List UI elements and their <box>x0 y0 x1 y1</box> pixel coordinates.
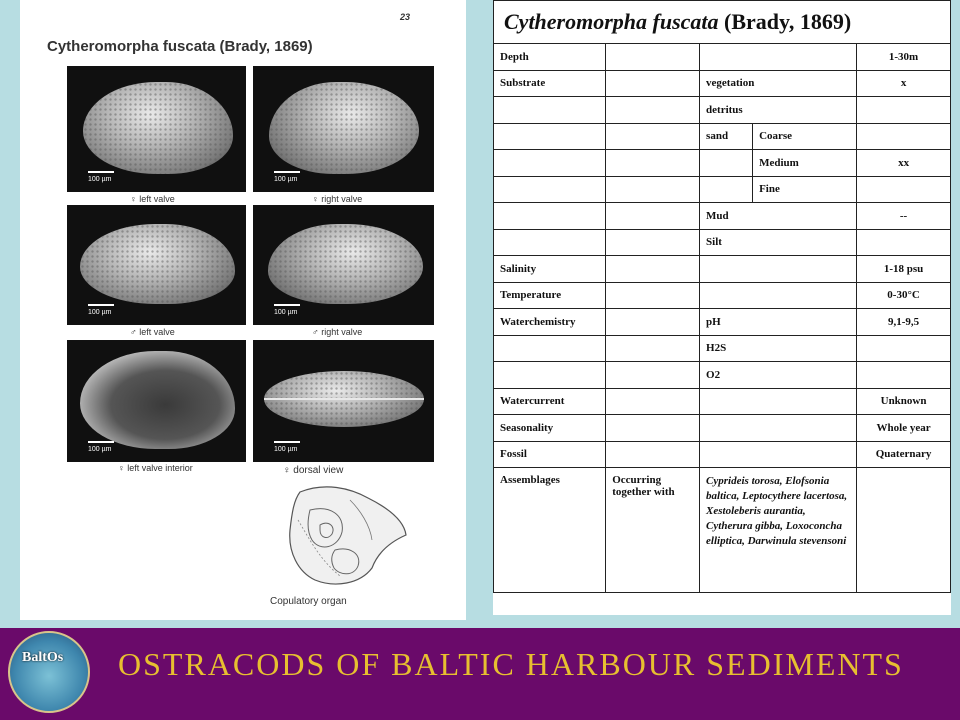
table-cell <box>700 441 857 468</box>
table-row <box>494 97 951 124</box>
table-cell <box>857 468 951 593</box>
table-cell <box>606 388 700 415</box>
table-cell <box>700 150 753 177</box>
table-cell <box>606 335 700 362</box>
sem-image-female-left-valve: 100 µm <box>67 66 246 192</box>
table-row <box>494 176 951 203</box>
caption-female-dorsal-view: ♀ dorsal view <box>283 465 344 476</box>
table-row <box>494 123 951 150</box>
table-row <box>494 256 951 283</box>
sem-image-female-dorsal-view: 100 µm <box>253 340 434 462</box>
table-cell <box>494 150 606 177</box>
table-cell: x <box>857 70 951 97</box>
table-cell: Fine <box>753 176 857 203</box>
table-cell <box>494 362 606 389</box>
table-cell <box>606 123 700 150</box>
table-row-assemblages <box>494 468 951 593</box>
table-cell <box>857 229 951 256</box>
table-cell <box>606 282 700 309</box>
table-cell <box>857 176 951 203</box>
table-cell: Watercurrent <box>494 388 606 415</box>
caption-male-right-valve: ♂ right valve <box>312 327 363 337</box>
table-cell <box>606 362 700 389</box>
logo-text: BaltOs <box>22 650 64 665</box>
table-cell: detritus <box>700 97 857 124</box>
baltos-logo <box>8 631 90 713</box>
table-cell: Medium <box>753 150 857 177</box>
table-cell <box>700 415 857 442</box>
table-cell <box>606 441 700 468</box>
table-cell <box>606 70 700 97</box>
table-cell: Whole year <box>857 415 951 442</box>
table-cell <box>494 123 606 150</box>
table-cell: H2S <box>700 335 857 362</box>
table-cell <box>700 256 857 283</box>
table-cell <box>857 335 951 362</box>
banner-title: OSTRACODS OF BALTIC HARBOUR SEDIMENTS <box>118 646 904 682</box>
table-cell: Seasonality <box>494 415 606 442</box>
table-cell <box>606 97 700 124</box>
table-cell <box>857 97 951 124</box>
table-cell: 1-30m <box>857 44 951 71</box>
table-row <box>494 388 951 415</box>
table-cell: Unknown <box>857 388 951 415</box>
table-cell <box>700 388 857 415</box>
table-cell <box>606 415 700 442</box>
sem-image-female-left-valve-interior: 100 µm <box>67 340 246 462</box>
table-row <box>494 44 951 71</box>
sem-image-female-right-valve: 100 µm <box>253 66 434 192</box>
table-row <box>494 415 951 442</box>
table-cell: Mud <box>700 203 857 230</box>
table-cell <box>606 203 700 230</box>
occurring-together-label: Occurring together with <box>606 468 700 593</box>
table-cell <box>700 44 857 71</box>
table-cell: vegetation <box>700 70 857 97</box>
table-cell: Quaternary <box>857 441 951 468</box>
table-row <box>494 229 951 256</box>
table-cell: Salinity <box>494 256 606 283</box>
caption-female-left-valve: ♀ left valve <box>130 194 175 204</box>
table-row <box>494 362 951 389</box>
table-cell: O2 <box>700 362 857 389</box>
caption-female-right-valve: ♀ right valve <box>312 194 363 204</box>
table-cell: Substrate <box>494 70 606 97</box>
page-number: 23 <box>400 12 411 22</box>
table-cell: pH <box>700 309 857 336</box>
table-row <box>494 309 951 336</box>
table-cell: Fossil <box>494 441 606 468</box>
table-cell <box>700 176 753 203</box>
caption-copulatory-organ: Copulatory organ <box>270 596 347 607</box>
table-row <box>494 150 951 177</box>
table-cell: sand <box>700 123 753 150</box>
caption-male-left-valve: ♂ left valve <box>130 327 175 337</box>
figure-title: Cytheromorpha fuscata (Brady, 1869) <box>47 38 313 55</box>
table-cell <box>494 97 606 124</box>
table-cell <box>700 282 857 309</box>
table-cell <box>606 44 700 71</box>
table-cell: 9,1-9,5 <box>857 309 951 336</box>
copulatory-organ-drawing <box>280 480 410 592</box>
table-cell <box>494 229 606 256</box>
ecology-table <box>493 0 951 593</box>
table-cell <box>494 176 606 203</box>
caption-female-left-valve-interior: ♀ left valve interior <box>118 463 193 473</box>
assemblage-species-list: Cyprideis torosa, Elofsonia baltica, Leptocythere lacertosa, Xestoleberis aurantia, Cytherura gibba, Loxoconcha elliptica, Darwinula stevensoni <box>700 468 857 593</box>
sem-image-male-left-valve: 100 µm <box>67 205 246 325</box>
table-row <box>494 203 951 230</box>
table-cell: 0-30°C <box>857 282 951 309</box>
table-cell <box>606 256 700 283</box>
table-cell <box>494 335 606 362</box>
table-row <box>494 441 951 468</box>
table-cell <box>606 309 700 336</box>
sem-image-male-right-valve: 100 µm <box>253 205 434 325</box>
table-cell: Coarse <box>753 123 857 150</box>
table-cell: Temperature <box>494 282 606 309</box>
table-cell <box>857 362 951 389</box>
table-cell <box>857 123 951 150</box>
table-cell: xx <box>857 150 951 177</box>
species-authority: (Brady, 1869) <box>724 9 852 34</box>
table-title <box>494 1 951 44</box>
table-cell <box>494 203 606 230</box>
species-name: Cytheromorpha fuscata <box>504 9 719 34</box>
table-cell: -- <box>857 203 951 230</box>
table-cell <box>606 150 700 177</box>
table-cell: Waterchemistry <box>494 309 606 336</box>
table-cell: 1-18 psu <box>857 256 951 283</box>
table-cell <box>606 176 700 203</box>
assemblages-label: Assemblages <box>494 468 606 593</box>
table-row <box>494 282 951 309</box>
table-row <box>494 335 951 362</box>
table-cell: Silt <box>700 229 857 256</box>
table-cell <box>606 229 700 256</box>
table-cell: Depth <box>494 44 606 71</box>
table-row <box>494 70 951 97</box>
